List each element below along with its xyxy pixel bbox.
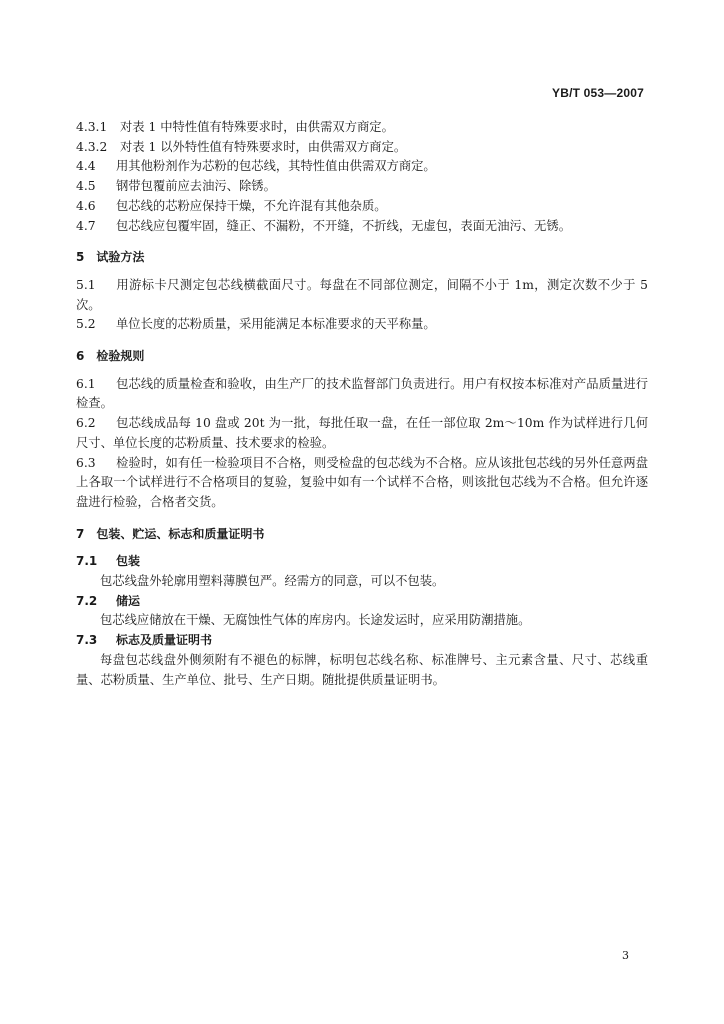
clause-text: 钢带包覆前应去油污、除锈。: [116, 179, 276, 194]
clause-text: 包芯线应包覆牢固，缝正、不漏粉，不开缝，不折线，无虚包，表面无油污、无锈。: [116, 218, 571, 233]
clause-4-3-1: [76, 118, 648, 138]
page-number: 3: [622, 949, 629, 962]
clause-number: 6.3: [76, 455, 96, 470]
clause-heading: 标志及质量证明书: [116, 633, 213, 648]
clause-number: 6.1: [76, 376, 96, 391]
clause-number: 4.4: [76, 159, 96, 174]
clause-4-6: [76, 197, 648, 217]
clause-4-3-2: [76, 138, 648, 158]
clause-7-3-heading: [76, 631, 648, 651]
clause-number: 5.2: [76, 317, 96, 332]
clause-7-2-text: 包芯线应储放在干燥、无腐蚀性气体的库房内。长途发运时，应采用防潮措施。: [100, 613, 531, 628]
section-6-heading: 6 检验规则: [76, 349, 145, 364]
clause-6-3: [76, 454, 648, 513]
clause-5-2: [76, 315, 648, 335]
clause-text: 检验时，如有任一检验项目不合格，则受检盘的包芯线为不合格。应从该批包芯线的另外任意两盘上各取一个试样进行不合格项目的复验，复验中如有一个试样不合格，则该批包芯线为不合格。但允许逐盘进行检验，合格者交货。: [76, 455, 648, 509]
clause-text: 包芯线的质量检查和验收，由生产厂的技术监督部门负责进行。用户有权按本标准对产品质量进行检查。: [76, 376, 648, 411]
clause-7-1-text: 包芯线盘外轮廓用塑料薄膜包严。经需方的同意，可以不包装。: [100, 574, 445, 589]
clause-number: 5.1: [76, 277, 96, 292]
clause-number: 6.2: [76, 416, 96, 431]
clause-4-4: [76, 157, 648, 177]
clause-number: 4.7: [76, 218, 96, 233]
clause-text: 包芯线成品每 10 盘或 20t 为一批，每批任取一盘，在任一部位取 2m～10m 作为试样进行几何尺寸、单位长度的芯粉质量、技术要求的检验。: [76, 416, 648, 450]
clause-5-1: [76, 276, 648, 315]
clause-text: 包芯线的芯粉应保持干燥，不允许混有其他杂质。: [116, 198, 387, 213]
document-body: [76, 118, 648, 690]
clause-text: 用其他粉剂作为芯粉的包芯线，其特性值由供需双方商定。: [116, 159, 436, 174]
clause-4-7: [76, 217, 648, 237]
clause-heading: 包装: [116, 554, 141, 569]
clause-heading: 储运: [116, 593, 141, 608]
clause-7-2-heading: [76, 592, 648, 612]
clause-7-3-text: 每盘包芯线盘外侧须附有不褪色的标牌，标明包芯线名称、标准牌号、主元素含量、尺寸、芯线重量、芯粉质量、生产单位、批号、生产日期。随批提供质量证明书。: [76, 652, 648, 687]
section-5-heading: 5 试验方法: [76, 250, 145, 265]
clause-number: 7.3: [76, 633, 98, 648]
clause-4-5: [76, 177, 648, 197]
clause-text: 单位长度的芯粉质量，采用能满足本标准要求的天平称量。: [116, 317, 436, 332]
clause-number: 7.2: [76, 593, 98, 608]
clause-number: 4.6: [76, 198, 96, 213]
clause-number: 7.1: [76, 554, 98, 569]
clause-number: 4.3.1: [76, 120, 108, 134]
clause-6-1: [76, 375, 648, 414]
clause-7-1-heading: [76, 552, 648, 572]
clause-6-2: [76, 414, 648, 453]
clause-text: 对表 1 以外特性值有特殊要求时，由供需双方商定。: [120, 139, 407, 154]
clause-text: 对表 1 中特性值有特殊要求时，由供需双方商定。: [120, 120, 394, 134]
clause-number: 4.5: [76, 179, 96, 194]
clause-number: 4.3.2: [76, 139, 108, 154]
clause-text: 用游标卡尺测定包芯线横截面尺寸。每盘在不同部位测定，间隔不小于 1m，测定次数不少于 5 次。: [76, 277, 648, 312]
standard-number: YB/T 053—2007: [552, 86, 644, 100]
section-7-heading: 7 包装、贮运、标志和质量证明书: [76, 526, 265, 541]
